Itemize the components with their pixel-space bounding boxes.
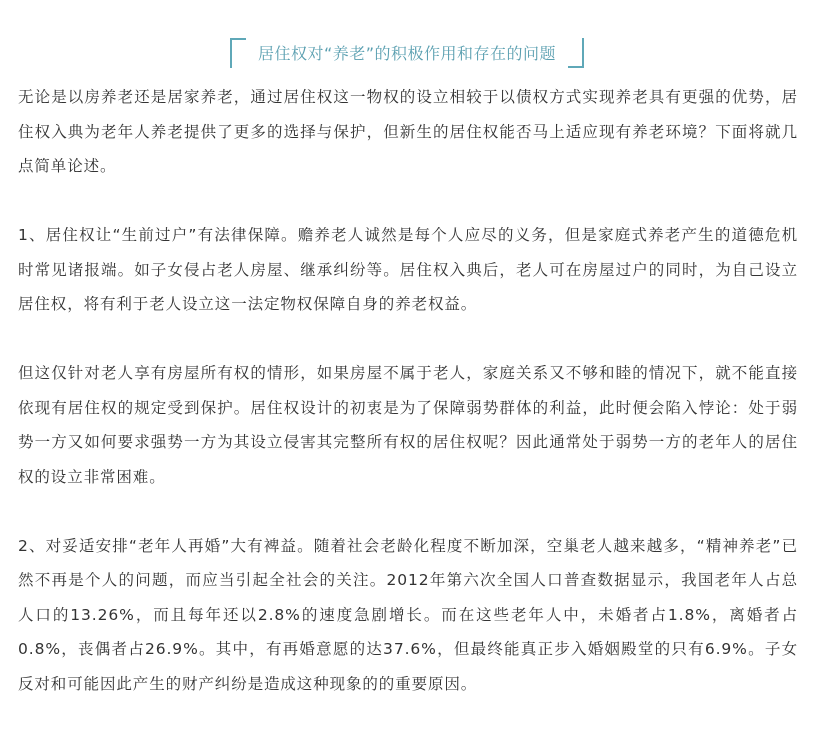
article-body xyxy=(18,80,798,736)
title-bracket-left xyxy=(230,38,246,54)
title-section xyxy=(0,38,814,68)
paragraph-point-1-issue: 但这仅针对老人享有房屋所有权的情形，如果房屋不属于老人，家庭关系又不够和睦的情况下，就不能直接依现有居住权的规定受到保护。居住权设计的初衷是为了保障弱势群体的利益，此时便会陷入悖论：处于弱势一方又如何要求强势一方为其设立侵害其完整所有权的居住权呢？因此通常处于弱势一方的老年人的居住权的设立非常困难。 xyxy=(18,364,798,486)
title-bracket-left-tail xyxy=(230,50,232,68)
paragraph-point-2: 2、对妥适安排“老年人再婚”大有裨益。随着社会老龄化程度不断加深，空巢老人越来越多，“精神养老”已然不再是个人的问题，而应当引起全社会的关注。2012年第六次全国人口普查数据显示，我国老年人占总人口的13.26%，而且每年还以2.8%的速度急剧增长。而在这些老年人中，未婚者占1.8%，离婚者占0.8%，丧偶者占26.9%。其中，有再婚意愿的达37.6%，但最终能真正步入婚姻殿堂的只有6.9%。子女反对和可能因此产生的财产纠纷是造成这种现象的的重要原因。 xyxy=(18,536,798,693)
section-title: 居住权对“养老”的积极作用和存在的问题 xyxy=(257,43,557,63)
title-frame xyxy=(230,38,584,68)
paragraph-point-1: 1、居住权让“生前过户”有法律保障。赡养老人诚然是每个人应尽的义务，但是家庭式养老产生的道德危机时常见诸报端。如子女侵占老人房屋、继承纠纷等。居住权入典后，老人可在房屋过户的同时，为自己设立居住权，将有利于老人设立这一法定物权保障自身的养老权益。 xyxy=(18,226,798,313)
title-bracket-right xyxy=(568,52,584,68)
paragraph-intro: 无论是以房养老还是居家养老，通过居住权这一物权的设立相较于以债权方式实现养老具有更强的优势，居住权入典为老年人养老提供了更多的选择与保护，但新生的居住权能否马上适应现有养老环境？下面将就几点简单论述。 xyxy=(18,88,798,175)
